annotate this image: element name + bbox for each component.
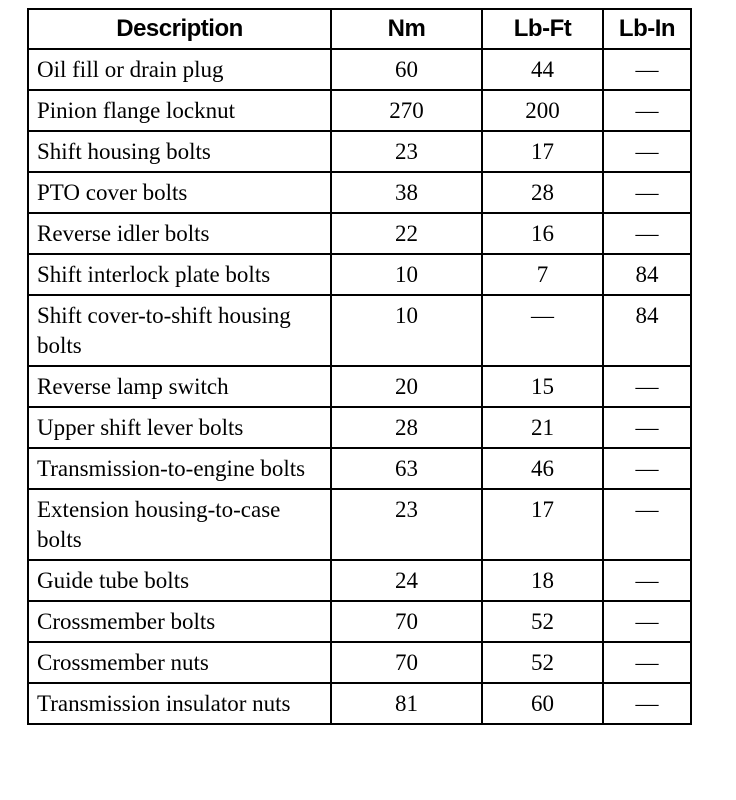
cell-lb-in: — (603, 90, 691, 131)
table-row (28, 172, 691, 213)
cell-lb-ft: 17 (482, 131, 603, 172)
table-row (28, 131, 691, 172)
cell-nm: 270 (331, 90, 482, 131)
cell-lb-ft: — (482, 295, 603, 366)
cell-nm: 70 (331, 601, 482, 642)
cell-lb-in: — (603, 601, 691, 642)
cell-lb-in: — (603, 683, 691, 724)
cell-description: Oil fill or drain plug (28, 49, 331, 90)
cell-nm: 70 (331, 642, 482, 683)
cell-nm: 81 (331, 683, 482, 724)
cell-lb-in: — (603, 213, 691, 254)
cell-lb-in: — (603, 366, 691, 407)
cell-lb-ft: 52 (482, 601, 603, 642)
cell-lb-in: — (603, 448, 691, 489)
cell-lb-in: — (603, 489, 691, 560)
cell-description: Pinion flange locknut (28, 90, 331, 131)
table-body (28, 49, 691, 724)
cell-description: Reverse lamp switch (28, 366, 331, 407)
cell-nm: 63 (331, 448, 482, 489)
cell-lb-ft: 17 (482, 489, 603, 560)
table-row (28, 448, 691, 489)
cell-lb-ft: 52 (482, 642, 603, 683)
cell-description: PTO cover bolts (28, 172, 331, 213)
cell-nm: 24 (331, 560, 482, 601)
cell-lb-in: 84 (603, 254, 691, 295)
cell-description: Shift housing bolts (28, 131, 331, 172)
table-row (28, 489, 691, 560)
table-row (28, 49, 691, 90)
cell-lb-in: — (603, 131, 691, 172)
cell-lb-in: 84 (603, 295, 691, 366)
cell-lb-ft: 18 (482, 560, 603, 601)
table-row (28, 642, 691, 683)
cell-nm: 10 (331, 254, 482, 295)
cell-description: Guide tube bolts (28, 560, 331, 601)
table-row (28, 295, 691, 366)
cell-lb-ft: 200 (482, 90, 603, 131)
cell-lb-ft: 60 (482, 683, 603, 724)
table-row (28, 213, 691, 254)
cell-description: Reverse idler bolts (28, 213, 331, 254)
cell-lb-in: — (603, 49, 691, 90)
torque-spec-table (27, 8, 692, 725)
cell-nm: 28 (331, 407, 482, 448)
cell-lb-ft: 7 (482, 254, 603, 295)
table-row (28, 254, 691, 295)
table-row (28, 560, 691, 601)
cell-lb-in: — (603, 642, 691, 683)
header-lb-in: Lb-In (603, 9, 691, 49)
table-row (28, 683, 691, 724)
cell-nm: 38 (331, 172, 482, 213)
cell-description: Shift cover-to-shift housing bolts (28, 295, 331, 366)
cell-description: Extension housing-to-case bolts (28, 489, 331, 560)
cell-nm: 22 (331, 213, 482, 254)
table-row (28, 366, 691, 407)
table-row (28, 407, 691, 448)
header-description: Description (28, 9, 331, 49)
cell-lb-ft: 16 (482, 213, 603, 254)
cell-nm: 10 (331, 295, 482, 366)
cell-lb-ft: 44 (482, 49, 603, 90)
cell-nm: 20 (331, 366, 482, 407)
cell-description: Transmission-to-engine bolts (28, 448, 331, 489)
header-lb-ft: Lb-Ft (482, 9, 603, 49)
cell-description: Crossmember nuts (28, 642, 331, 683)
cell-lb-in: — (603, 560, 691, 601)
header-row (28, 9, 691, 49)
cell-nm: 60 (331, 49, 482, 90)
cell-lb-in: — (603, 407, 691, 448)
cell-nm: 23 (331, 131, 482, 172)
cell-lb-ft: 28 (482, 172, 603, 213)
header-nm: Nm (331, 9, 482, 49)
cell-lb-ft: 46 (482, 448, 603, 489)
cell-lb-in: — (603, 172, 691, 213)
cell-description: Shift interlock plate bolts (28, 254, 331, 295)
cell-lb-ft: 21 (482, 407, 603, 448)
table-row (28, 601, 691, 642)
cell-description: Crossmember bolts (28, 601, 331, 642)
cell-nm: 23 (331, 489, 482, 560)
cell-lb-ft: 15 (482, 366, 603, 407)
cell-description: Upper shift lever bolts (28, 407, 331, 448)
cell-description: Transmission insulator nuts (28, 683, 331, 724)
table-header (28, 9, 691, 49)
table-row (28, 90, 691, 131)
